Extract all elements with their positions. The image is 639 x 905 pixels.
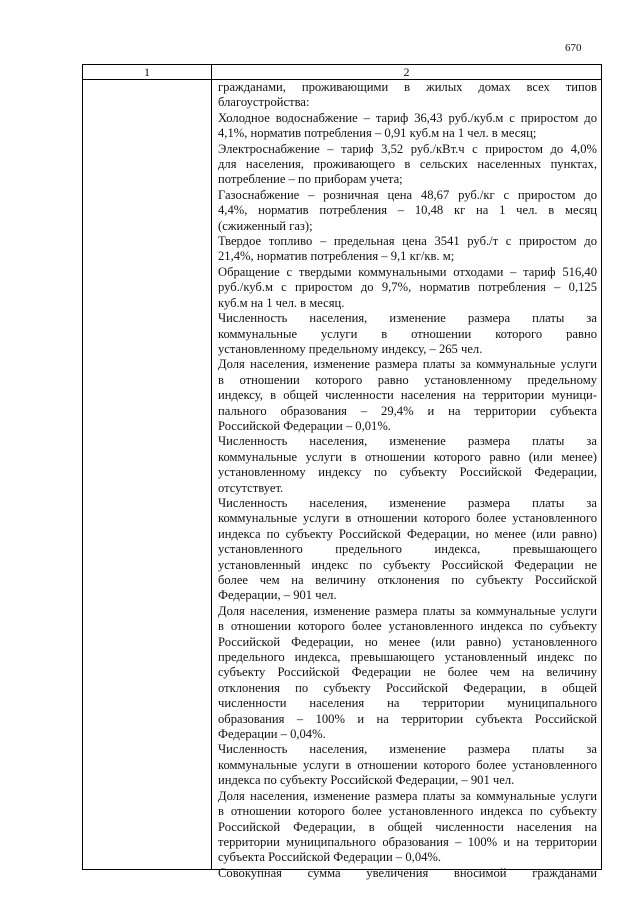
text-line: в отношении которого равно установленному предельному [218,372,597,387]
table-header-row [83,65,601,80]
text-line: в отношении которого более установленного индекса по субъекту [218,619,597,634]
text-line: Российской Федерации, но менее (или равно) установленного [218,634,597,649]
text-line: гражданами, проживающими в жилых домах всех типов [218,80,597,94]
text-line: Обращение с твердыми коммунальными отходами – тариф 516,40 [218,264,597,279]
text-line: Доля населения, изменение размера платы за коммунальные услуги [218,603,597,618]
text-line: предельного индекса, превышающего установленный индекс по [218,650,597,665]
text-line: для населения, проживающего в сельских населенных пунктах, [218,157,597,172]
text-line: руб./куб.м с приростом до 9,7%, норматив потребления – 0,125 [218,280,597,295]
column-1-header: 1 [83,65,212,79]
text-line: образования – 100% и на территории субъекта Российской [218,711,597,726]
text-line: Российской Федерации – 0,01%. [218,418,391,433]
text-line: установленного предельного индекса, превышающего [218,542,597,557]
text-line: территории муниципального образования – 100% и на территории [218,834,597,849]
text-line: коммунальные услуги в отношении которого равно [218,326,597,341]
text-line: индекса по субъекту Российской Федерации, но менее (или равно) [218,526,597,541]
text-line: Доля населения, изменение размера платы за коммунальные услуги [218,788,597,803]
text-line: коммунальные услуги в отношении которого равно (или менее) [218,449,597,464]
text-line: субъекта Российской Федерации – 0,04%. [218,850,442,865]
text-line: коммунальные услуги в отношении которого более установленного [218,757,597,772]
text-line: благоустройства: [218,95,310,110]
text-line: численности населения на территории муниципального [218,696,597,711]
text-line: в отношении которого более установленного индекса по субъекту [218,804,597,819]
text-line: отклонения по субъекту Российской Федерации, в общей [218,680,597,695]
text-line: Электроснабжение – тариф 3,52 руб./кВт.ч с приростом до 4,0% [218,141,597,156]
text-line: Доля населения, изменение размера платы за коммунальные услуги [218,357,597,372]
text-line: коммунальные услуги в отношении которого более установленного [218,511,597,526]
text-line: Федерации – 0,04%. [218,727,326,742]
document-table [82,64,602,880]
text-line: 21,4%, норматив потребления – 9,1 кг/кв. м; [218,249,455,264]
text-line: потребление – по приборам учета; [218,172,403,187]
text-line: Численность населения, изменение размера платы за [218,434,597,449]
text-line: 4,1%, норматив потребления – 0,91 куб.м на 1 чел. в месяц; [218,126,537,141]
column-2-header: 2 [403,65,410,79]
text-line: установленный индекс по субъекту Российской Федерации не [218,557,597,572]
text-line: 4,4%, норматив потребления – 10,48 кг на 1 чел. в месяц [218,203,597,218]
text-line: Федерации, – 901 чел. [218,588,337,603]
text-line: субъекту Российской Федерации не более чем на величину [218,665,597,680]
text-line: (сжиженный газ); [218,218,313,233]
text-line: индексу, в общей численности населения на территории муници- [218,388,597,403]
text-line: куб.м на 1 чел. в месяц. [218,295,345,310]
text-line: Твердое топливо – предельная цена 3541 руб./т с приростом до [218,234,597,249]
column-1-cell [83,80,212,870]
text-line: Газоснабжение – розничная цена 48,67 руб./кг с приростом до [218,187,597,202]
text-line: отсутствует. [218,480,284,495]
column-2-text-cell [212,80,601,880]
text-line: индекса по субъекту Российской Федерации, – 901 чел. [218,773,515,788]
text-line: Совокупная сумма увеличения вносимой гражданами [218,865,597,880]
text-line: установленному предельному индексу, – 265 чел. [218,341,483,356]
text-line: Численность населения, изменение размера платы за [218,311,597,326]
page-number: 670 [565,42,582,54]
text-line: установленному индексу по субъекту Российской Федерации, [218,465,597,480]
text-line: пального образования – 29,4% и на территории субъекта [218,403,597,418]
text-line: Холодное водоснабжение – тариф 36,43 руб./куб.м с приростом до [218,110,597,125]
table-body-row [83,80,601,880]
text-line: более чем на величину отклонения по субъекту Российской [218,573,597,587]
text-line: Численность населения, изменение размера платы за [218,742,597,757]
text-line: Численность населения, изменение размера платы за [218,495,597,510]
text-line: Российской Федерации, в общей численности населения на [218,819,597,834]
